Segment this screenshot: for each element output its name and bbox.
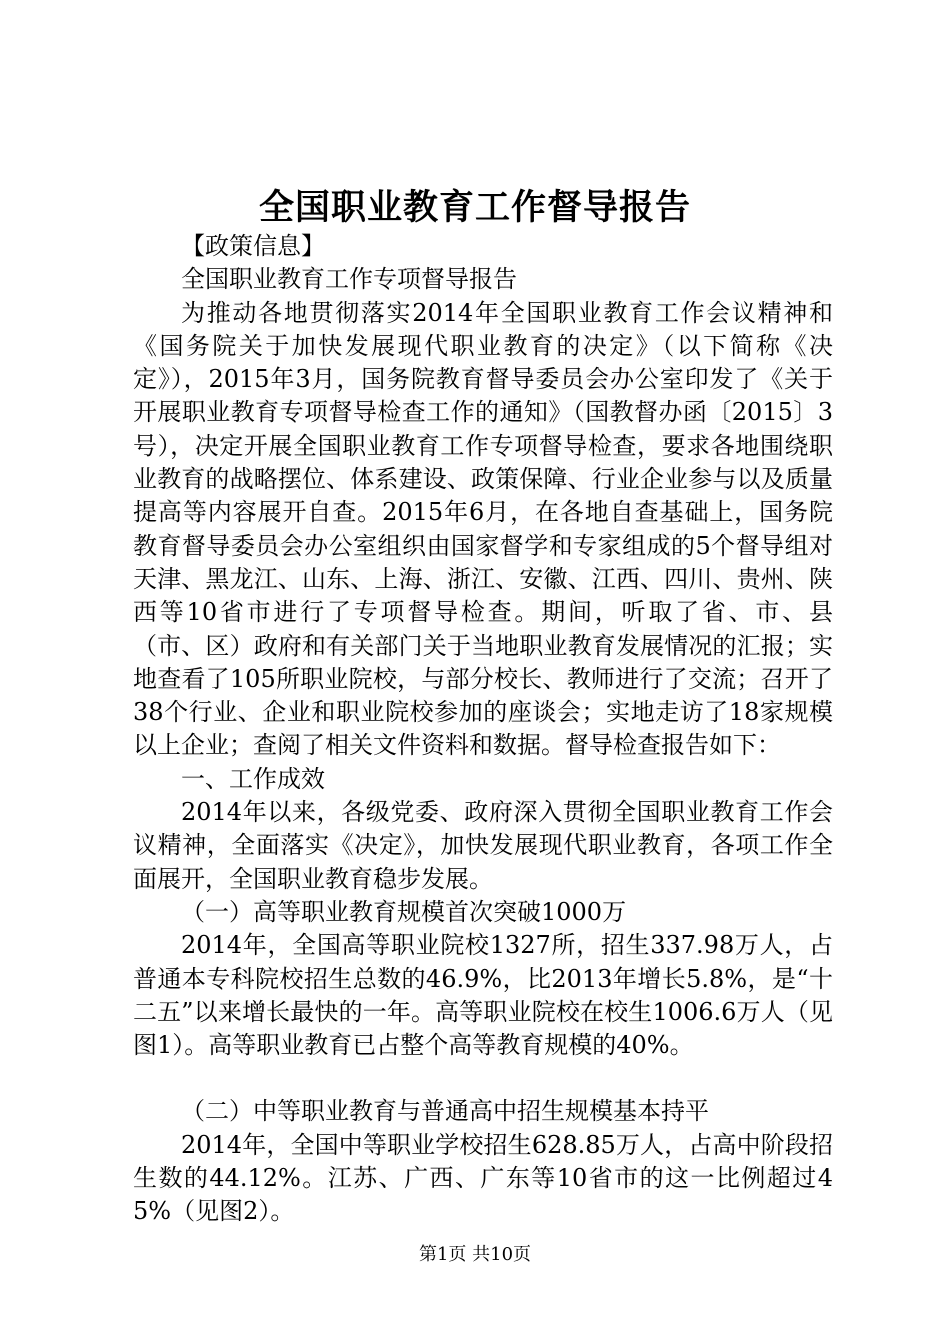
higher-vocational-paragraph: 2014年，全国高等职业院校1327所，招生337.98万人，占普通本专科院校招生总数的46.9%，比2013年增长5.8%，是“十二五”以来增长最快的一年。高等职业院校在校生1006.6万人（见图1）。高等职业教育已占整个高等教育规模的40%。	[133, 931, 833, 1060]
section-tag: 【政策信息】	[181, 232, 325, 260]
report-subtitle: 全国职业教育工作专项督导报告	[181, 265, 517, 294]
document-title: 全国职业教育工作督导报告	[258, 187, 691, 228]
page-number-footer: 第1页 共10页	[418, 1244, 532, 1265]
paragraph-spacer	[133, 1062, 833, 1095]
document-body	[133, 230, 833, 1229]
section-heading-achievements: 一、工作成效	[181, 764, 325, 793]
intro-paragraph: 为推动各地贯彻落实2014年全国职业教育工作会议精神和《国务院关于加快发展现代职业教育的决定》（以下简称《决定》），2015年3月，国务院教育督导委员会办公室印发了《关于开展职业教育专项督导检查工作的通知》（国教督办函〔2015〕3号），决定开展全国职业教育工作专项督导检查，要求各地围绕职业教育的战略摆位、体系建设、政策保障、行业企业参与以及质量提高等内容展开自查。2015年6月，在各地自查基础上，国务院教育督导委员会办公室组织由国家督学和专家组成的5个督导组对天津、黑龙江、山东、上海、浙江、安徽、江西、四川、贵州、陕西等10省市进行了专项督导检查。期间，听取了省、市、县（市、区）政府和有关部门关于当地职业教育发展情况的汇报；实地查看了105所职业院校，与部分校长、教师进行了交流；召开了38个行业、企业和职业院校参加的座谈会；实地走访了18家规模以上企业；查阅了相关文件资料和数据。督导检查报告如下：	[133, 298, 833, 760]
secondary-vocational-paragraph: 2014年，全国中等职业学校招生628.85万人，占高中阶段招生数的44.12%。江苏、广西、广东等10省市的这一比例超过45%（见图2）。	[133, 1130, 833, 1226]
achievements-paragraph: 2014年以来，各级党委、政府深入贯彻全国职业教育工作会议精神，全面落实《决定》，加快发展现代职业教育，各项工作全面展开，全国职业教育稳步发展。	[133, 798, 833, 893]
subheading-higher-vocational: （一）高等职业教育规模首次突破1000万	[181, 897, 627, 926]
subheading-secondary-vocational: （二）中等职业教育与普通高中招生规模基本持平	[181, 1097, 709, 1126]
